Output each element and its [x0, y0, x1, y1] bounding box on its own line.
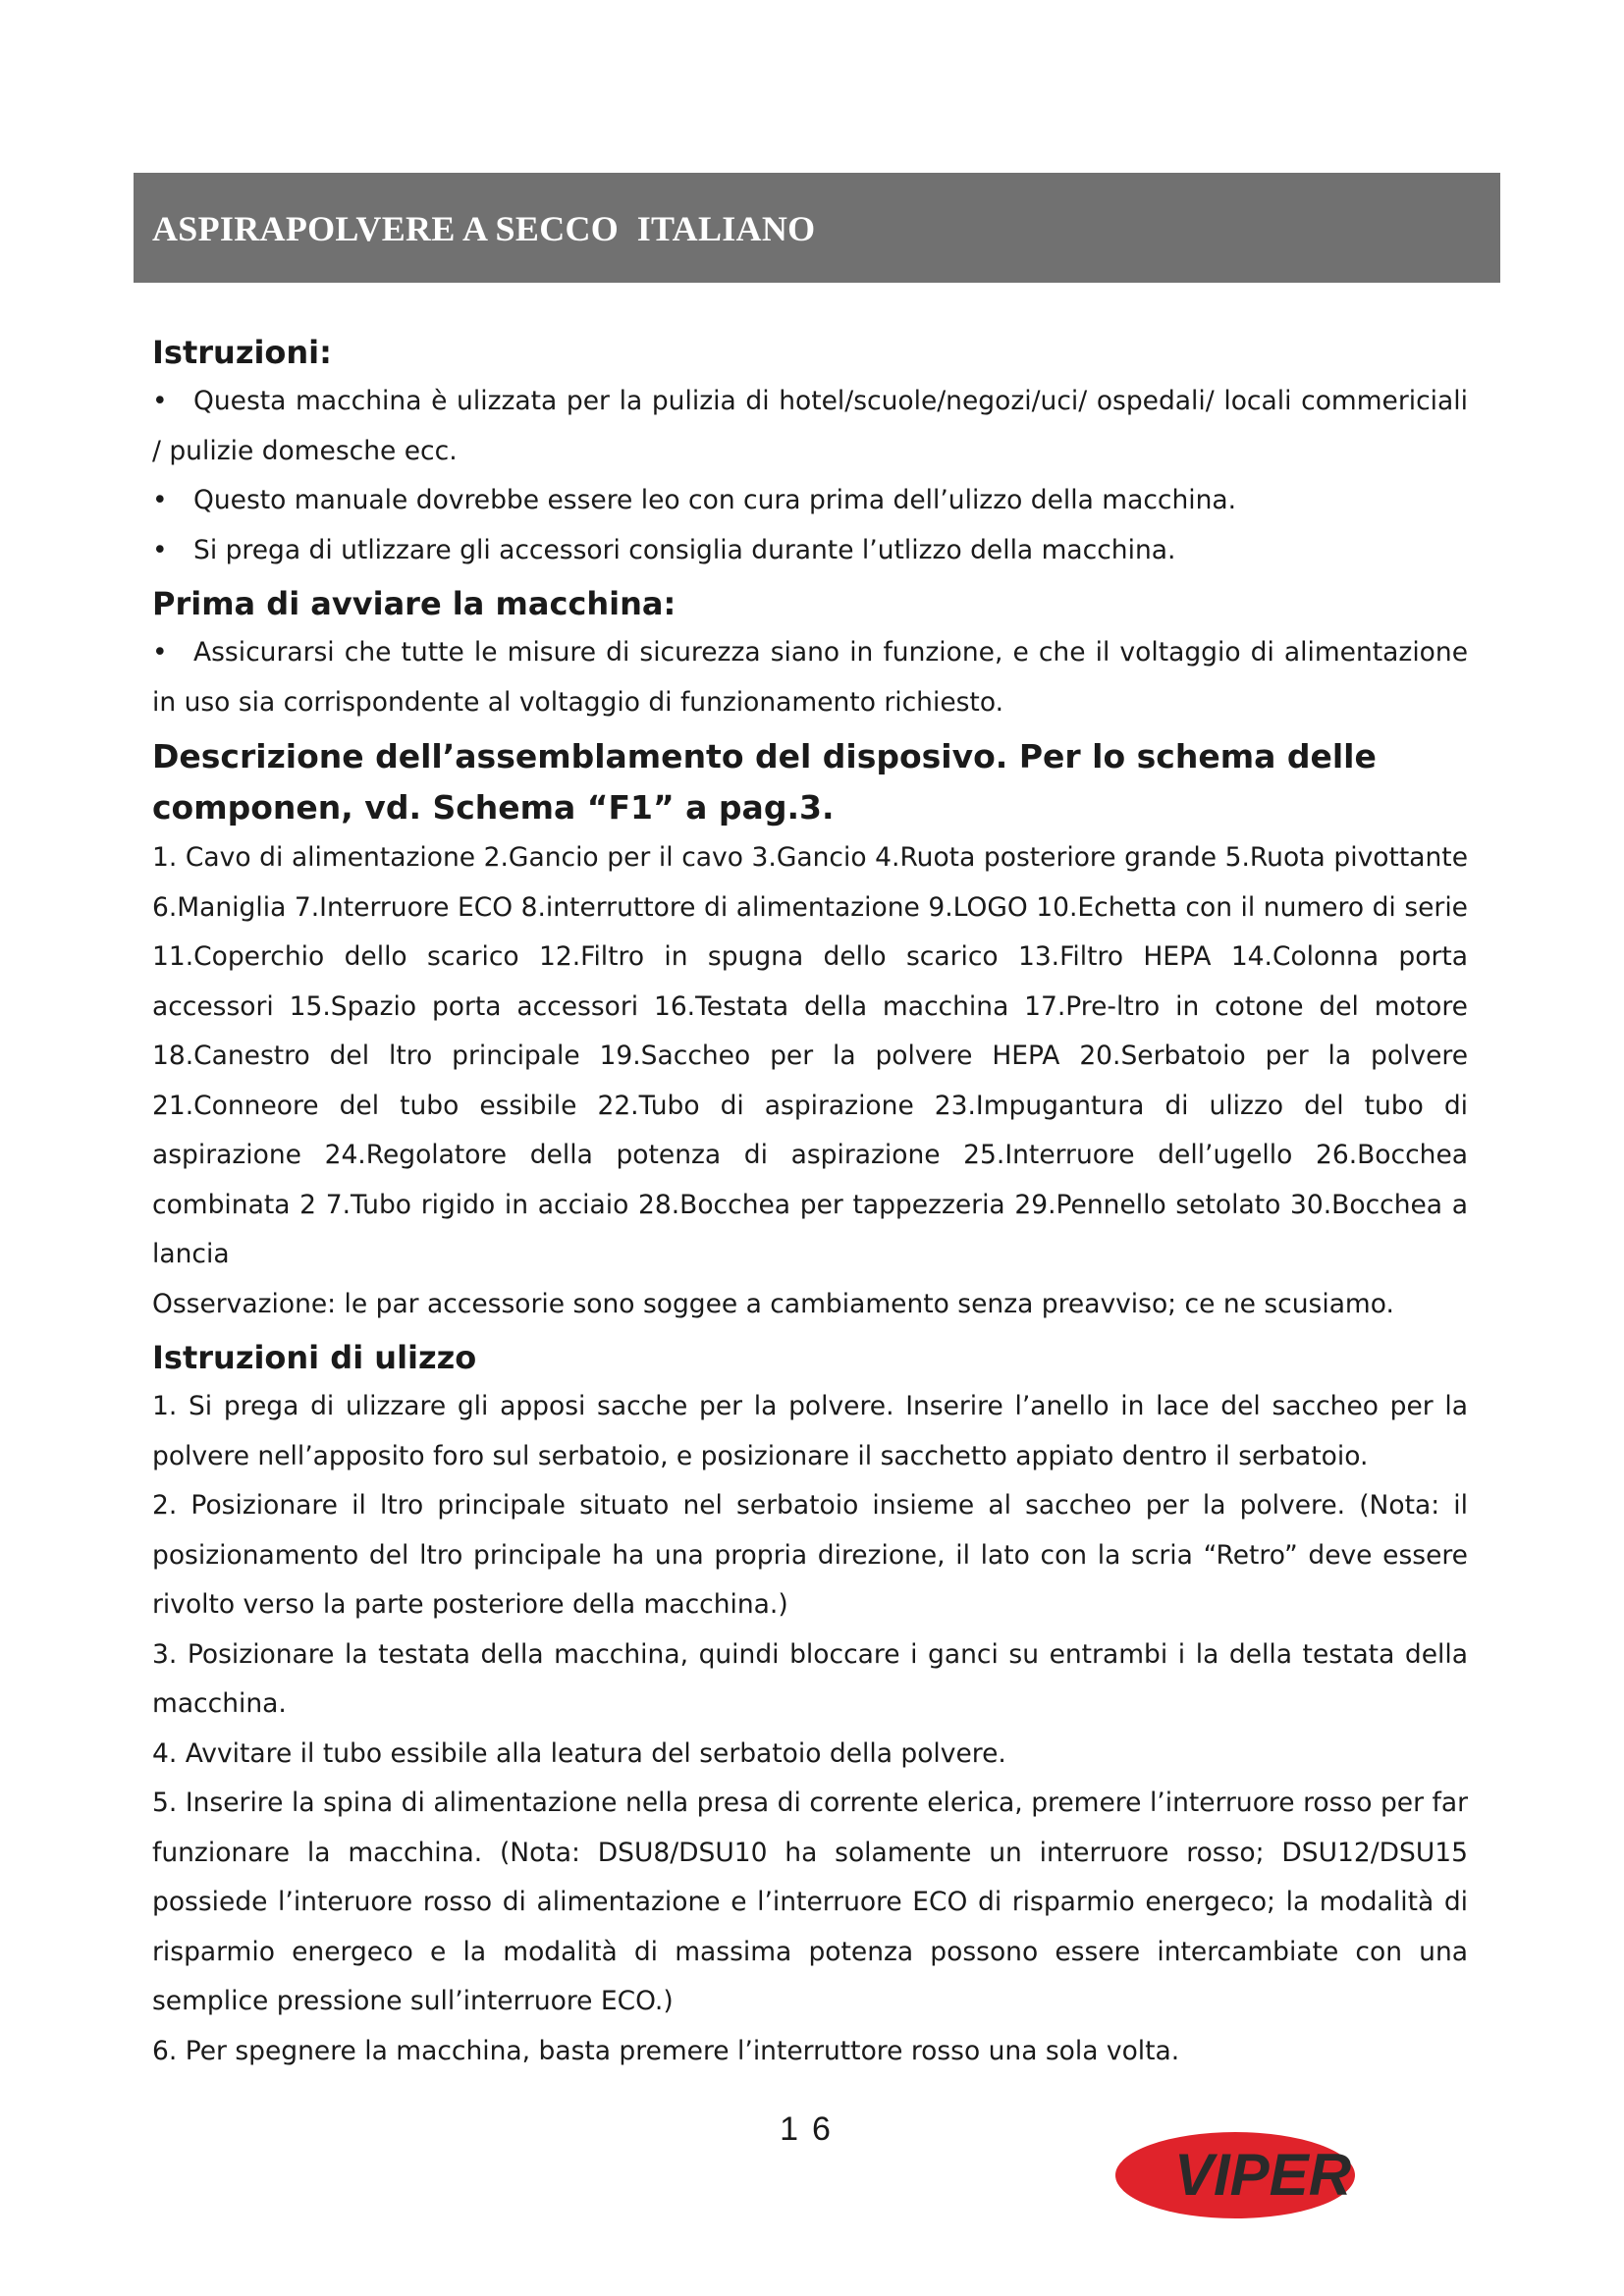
section-heading-uso: Istruzioni di ulizzo	[152, 1339, 477, 1376]
bullet-dot-icon: •	[152, 534, 168, 565]
page-number: 16	[780, 2110, 844, 2148]
instruction-step: 2. Posizionare il ltro principale situato nel serbatoio insieme al saccheo per la polvere. (Nota: il posizionamento del ltro principale ha una propria direzione, il lato con la scria “Retro” deve essere rivolto verso la parte posteriore della macchina.)	[152, 1490, 1468, 1620]
section-heading-prima: Prima di avviare la macchina:	[152, 585, 677, 622]
instruction-step: 4. Avvitare il tubo essibile alla leatura del serbatoio della polvere.	[152, 1737, 1006, 1769]
bullet-dot-icon: •	[152, 386, 168, 416]
bullet-item: • Questa macchina è ulizzata per la pulizia di hotel/scuole/negozi/uci/ ospedali/ locali commericiali / pulizie domesche ecc.	[152, 377, 1468, 476]
section-heading-descrizione: Descrizione dell’assemblamento del disposivo. Per lo schema delle componen, vd. Schema “F1” a pag.3.	[152, 737, 1377, 827]
viper-logo	[1108, 2122, 1382, 2220]
bullet-item: • Si prega di utlizzare gli accessori consiglia durante l’utlizzo della macchina.	[152, 526, 1468, 576]
instruction-step: 6. Per spegnere la macchina, basta premere l’interruttore rosso una sola volta.	[152, 2035, 1180, 2066]
bullet-item: • Assicurarsi che tutte le misure di sicurezza siano in funzione, e che il voltaggio di alimentazione in uso sia corrispondente al voltaggio di funzionamento richiesto.	[152, 628, 1468, 727]
note-text: Osservazione: le par accessorie sono soggee a cambiamento senza preavviso; ce ne scusiamo.	[152, 1288, 1394, 1319]
component-list: 1. Cavo di alimentazione 2.Gancio per il cavo 3.Gancio 4.Ruota posteriore grande 5.Ruota pivottante 6.Maniglia 7.Interruore ECO 8.interruttore di alimentazione 9.LOGO 10.Echetta con il numero di serie 11.Coperchio dello scarico 12.Filtro in spugna dello scarico 13.Filtro HEPA 14.Colonna porta accessori 15.Spazio porta accessori 16.Testata della macchina 17.Pre-ltro in cotone del motore 18.Canestro del ltro principale 19.Saccheo per la polvere HEPA 20.Serbatoio per la polvere 21.Conneore del tubo essibile 22.Tubo di aspirazione 23.Impugantura di ulizzo del tubo di aspirazione 24.Regolatore della potenza di aspirazione 25.Interruore dell’ugello 26.Bocchea combinata 2 7.Tubo rigido in acciaio 28.Bocchea per tappezzeria 29.Pennello setolato 30.Bocchea a lancia	[152, 842, 1468, 1269]
bullet-item: • Questo manuale dovrebbe essere leo con cura prima dell’ulizzo della macchina.	[152, 476, 1468, 526]
logo-text: VIPER	[1173, 2142, 1352, 2208]
instruction-step: 1. Si prega di ulizzare gli apposi sacche per la polvere. Inserire l’anello in lace del saccheo per la polvere nell’apposito foro sul serbatoio, e posizionare il sacchetto appiato dentro il serbatoio.	[152, 1391, 1468, 1471]
instruction-step: 5. Inserire la spina di alimentazione nella presa di corrente elerica, premere l’interruore rosso per far funzionare la macchina. (Nota: DSU8/DSU10 ha solamente un interruore rosso; DSU12/DSU15 possiede l’interuore rosso di alimentazione e l’interruore ECO di risparmio energeco; la modalità di risparmio energeco e la modalità di massima potenza possono essere intercambiate con una semplice pressione sull’interruore ECO.)	[152, 1788, 1468, 2016]
bullet-dot-icon: •	[152, 637, 168, 667]
page-content	[152, 324, 1468, 2076]
bullet-dot-icon: •	[152, 485, 168, 515]
page-title: ASPIRAPOLVERE A SECCO ITALIANO	[152, 209, 816, 248]
instruction-step: 3. Posizionare la testata della macchina, quindi bloccare i ganci su entrambi i la della testata della macchina.	[152, 1638, 1468, 1719]
section-heading-istruzioni: Istruzioni:	[152, 334, 332, 371]
